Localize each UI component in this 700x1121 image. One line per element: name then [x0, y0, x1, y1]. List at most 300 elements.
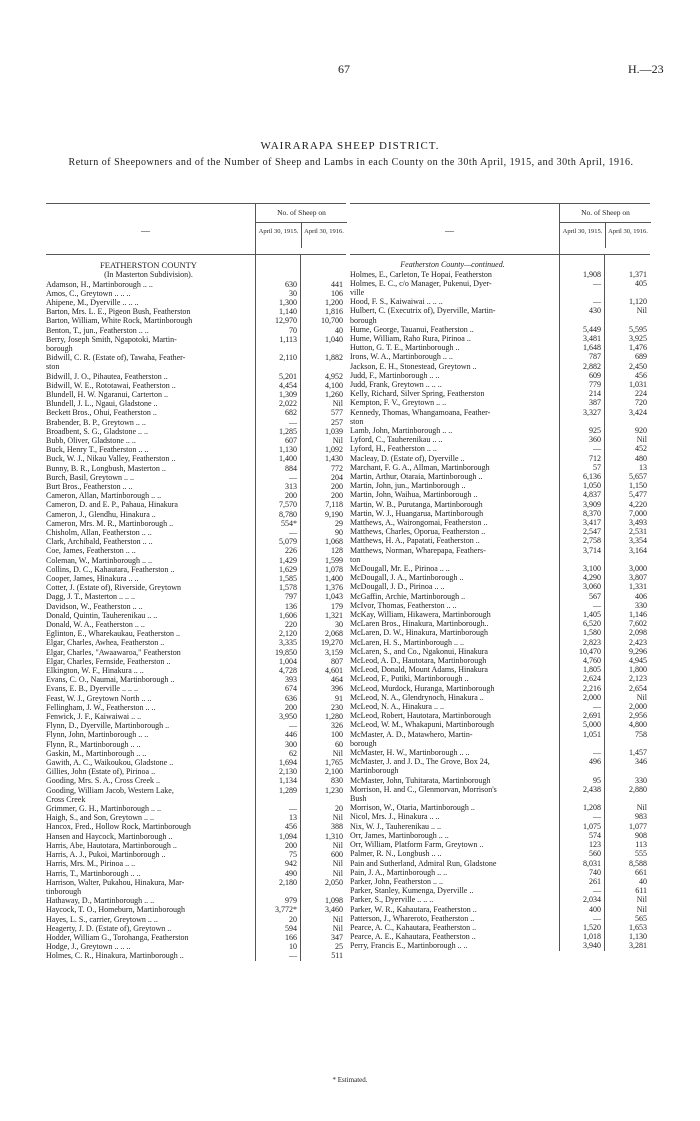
- table-row: [350, 785, 650, 794]
- table-row: [46, 537, 346, 546]
- sheep-1915: 1,606: [279, 610, 297, 620]
- owner-name: Orr, William, Platform Farm, Greytown ..: [350, 840, 484, 850]
- table-row: [350, 297, 650, 306]
- sheep-1915: 400: [589, 904, 601, 914]
- sheep-1916: 113: [635, 840, 647, 850]
- sheep-1915: 1,113: [279, 334, 297, 344]
- sheep-1915: 1,520: [583, 922, 601, 932]
- table-row: [46, 289, 346, 298]
- owner-name: Blundell, J. L., Ngaui, Gladstone ..: [46, 399, 158, 409]
- sheep-1916: 40: [335, 325, 343, 335]
- owner-name: Bidwill, C. R. (Estate of), Tawaha, Feather-: [46, 353, 186, 363]
- sheep-1915: 7,570: [279, 500, 297, 510]
- sheep-1916: 405: [635, 278, 647, 288]
- sheep-1916: [604, 794, 650, 803]
- sheep-1915: 360: [589, 435, 601, 445]
- table-row: [350, 592, 650, 601]
- sheep-1915: 1,694: [279, 758, 297, 768]
- table-row: [350, 895, 650, 904]
- county-continued-title: Featherston County—continued.: [400, 260, 505, 269]
- sheep-1916: 4,100: [325, 380, 343, 390]
- sheep-1916: Nil: [332, 914, 343, 924]
- sheep-1916: 7,000: [629, 508, 647, 518]
- sheep-1916: 4,952: [325, 371, 343, 381]
- owner-name: Hutton, G. T. E., Martinborough ..: [350, 343, 460, 353]
- table-row: [350, 923, 650, 932]
- sheep-1915: 609: [589, 370, 601, 380]
- sheep-1915: —: [593, 278, 601, 288]
- sheep-1916: [604, 316, 650, 325]
- table-row: [46, 878, 346, 887]
- table-row: [350, 463, 650, 472]
- sheep-1916: 1,882: [325, 353, 343, 363]
- sheep-1915: [255, 362, 300, 371]
- header-year-1915: April 30, 1915.: [562, 228, 603, 235]
- owner-name: Harrison, Walter, Pukahou, Hinakura, Mar-: [46, 877, 185, 887]
- owner-name: Broadbent, S. G., Gladstone .. ..: [46, 426, 148, 436]
- sheep-1915: 630: [285, 279, 297, 289]
- sheep-1916: 1,376: [325, 583, 343, 593]
- sheep-1916: 90: [335, 527, 343, 537]
- table-row: [46, 629, 346, 638]
- sheep-1915: 70: [289, 325, 297, 335]
- sheep-1916: 5,657: [629, 471, 647, 481]
- sheep-1915: 393: [285, 675, 297, 685]
- sheep-1916: 1,200: [325, 297, 343, 307]
- sheep-1915: —: [289, 472, 297, 482]
- sheep-1916: 4,601: [325, 666, 343, 676]
- table-row: [46, 307, 346, 316]
- owner-name: borough: [46, 343, 73, 353]
- owner-name: Cameron, Mrs. M. R., Martinborough ..: [46, 518, 174, 528]
- sheep-1916: 1,371: [629, 269, 647, 279]
- sheep-1916: 456: [635, 370, 647, 380]
- owner-name: Bunny, B. R., Longbush, Masterton ..: [46, 463, 166, 473]
- sheep-1915: 636: [285, 693, 297, 703]
- owner-name: McLaren, H. S., Martinborough .. ..: [350, 637, 464, 647]
- sheep-1915: 57: [593, 462, 601, 472]
- sheep-1916: 257: [331, 417, 343, 427]
- sheep-1916: 9,296: [629, 646, 647, 656]
- sheep-1916: 689: [635, 352, 647, 362]
- sheep-1915: 674: [285, 684, 297, 694]
- sheep-1915: 10: [289, 942, 297, 952]
- sheep-1915: 884: [285, 463, 297, 473]
- sheep-1915: 220: [285, 620, 297, 630]
- table-row: [350, 408, 650, 417]
- sheep-1915: 1,908: [583, 269, 601, 279]
- right-column-table: [350, 203, 650, 951]
- owner-name: Fenwick, J. F., Kaiwaiwai .. ..: [46, 712, 142, 722]
- table-row: [350, 352, 650, 361]
- owner-name: McDougall, Mr. E., Pirinoa .. ..: [350, 564, 450, 573]
- table-row: [350, 316, 650, 325]
- owner-name: Ahipene, M., Dyerville .. .. ..: [46, 297, 139, 307]
- sheep-1915: —: [593, 812, 601, 822]
- table-row: [350, 831, 650, 840]
- header-group-title: No. of Sheep on: [256, 204, 347, 223]
- owner-name: Bidwill, W. E., Rototawai, Featherston ..: [46, 380, 176, 390]
- table-row: [350, 693, 650, 702]
- sheep-1915: 446: [285, 730, 297, 740]
- sheep-1915: 4,760: [583, 656, 601, 666]
- sheep-1915: 682: [285, 408, 297, 418]
- owner-name: McLeod, F., Putiki, Martinborough ..: [350, 674, 469, 684]
- owner-name: Flynn, John, Martinborough .. ..: [46, 730, 149, 740]
- table-row: [46, 372, 346, 381]
- owner-name: Bush: [350, 794, 367, 804]
- table-row: [350, 638, 650, 647]
- sheep-1916: 230: [331, 702, 343, 712]
- table-row: [46, 528, 346, 537]
- owner-name: Donald, W. A., Featherston .. ..: [46, 620, 145, 630]
- owner-name: ston: [350, 416, 364, 426]
- sheep-1916: 2,423: [629, 637, 647, 647]
- owner-name: Morrison, W., Otaria, Martinborough ..: [350, 803, 475, 813]
- sheep-1916: 1,321: [325, 610, 343, 620]
- table-row: [46, 638, 346, 647]
- owner-name: McMaster, John, Tuhitarata, Martinborough: [350, 775, 491, 785]
- owner-name: McLaren, D. W., Hinakura, Martinborough: [350, 628, 488, 638]
- sheep-1915: —: [593, 600, 601, 610]
- owner-name: Cameron, Allan, Martinborough .. ..: [46, 491, 162, 501]
- sheep-1916: 1,078: [325, 564, 343, 574]
- table-row: [46, 390, 346, 399]
- sheep-1915: [559, 794, 604, 803]
- table-row: [350, 389, 650, 398]
- sheep-1915: [559, 316, 604, 325]
- owner-name: Patterson, J., Whareroto, Featherston ..: [350, 913, 475, 923]
- sheep-1915: 1,648: [583, 343, 601, 353]
- sheep-1916: 1,476: [629, 343, 647, 353]
- left-rows: [46, 255, 346, 961]
- sheep-1916: 772: [331, 463, 343, 473]
- sheep-1916: 1,310: [325, 831, 343, 841]
- header-year-1916: April 30, 1916.: [301, 222, 346, 248]
- table-row: [46, 859, 346, 868]
- sheep-1915: 2,823: [583, 637, 601, 647]
- sheep-1915: 1,134: [279, 776, 297, 786]
- table-row: [46, 427, 346, 436]
- table-row: [350, 564, 650, 573]
- owner-name: Matthews, H. A., Papatati, Featherston ..: [350, 536, 480, 546]
- owner-name: Macleay, D. (Estate of), Dyerville ..: [350, 453, 465, 463]
- page-reference: H.—23: [628, 62, 664, 76]
- sheep-1915: 942: [285, 859, 297, 869]
- sheep-1916: 464: [331, 675, 343, 685]
- table-row: [350, 454, 650, 463]
- table-row: [46, 694, 346, 703]
- owner-name: Martin, John, jun., Martinborough ..: [350, 481, 466, 491]
- sheep-1915: —: [593, 748, 601, 758]
- county-subtitle: (In Masterton Subdivision).: [104, 270, 193, 279]
- sheep-1916: 1,077: [629, 821, 647, 831]
- sheep-1915: 3,909: [583, 499, 601, 509]
- sheep-1916: 346: [635, 757, 647, 767]
- sheep-1915: 2,130: [279, 767, 297, 777]
- owner-name: Lyford, H., Featherston .. ..: [350, 444, 437, 454]
- sheep-1916: 1,040: [325, 334, 343, 344]
- owner-name: Collins, D. C., Kahautara, Featherston ..: [46, 564, 175, 574]
- sheep-1916: 1,043: [325, 592, 343, 602]
- sheep-1915: 2,034: [583, 895, 601, 905]
- owner-name: Nicol, Mrs. J., Hinakura .. ..: [350, 812, 440, 822]
- table-row: [46, 776, 346, 785]
- owner-name: Harris, A. J., Pukoi, Martinborough ..: [46, 850, 166, 860]
- table-row: [46, 353, 346, 362]
- owner-name: Nix, W. J., Tauherenikau .. ..: [350, 821, 442, 831]
- sheep-1916: 1,130: [629, 932, 647, 942]
- sheep-1915: 123: [589, 840, 601, 850]
- owner-name: Orr, James, Martinborough .. ..: [350, 830, 449, 840]
- table-row: [46, 896, 346, 905]
- sheep-1915: 594: [285, 923, 297, 933]
- table-row: [350, 527, 650, 536]
- owner-name: Harris, Abe, Hautotara, Martinborough ..: [46, 840, 177, 850]
- owner-name: Flynn, R., Martinborough .. ..: [46, 739, 141, 749]
- owner-name: ville: [350, 287, 365, 297]
- owner-name: Matthews, Norman, Wharepapa, Feathers-: [350, 545, 486, 555]
- table-row: [46, 381, 346, 390]
- owner-name: Fellingham, J. W., Featherston .. ..: [46, 702, 156, 712]
- owner-name: Gawith, A. C., Waikoukou, Gladstone ..: [46, 758, 174, 768]
- owner-name: Clark, Archibald, Featherston .. ..: [46, 537, 153, 547]
- sheep-1916: 29: [335, 518, 343, 528]
- sheep-1916: 5,595: [629, 324, 647, 334]
- sheep-1915: 740: [589, 867, 601, 877]
- table-row: [350, 812, 650, 821]
- sheep-1915: 712: [589, 453, 601, 463]
- sheep-1915: 2,110: [279, 353, 297, 363]
- table-row: [46, 335, 346, 344]
- owner-name: Barton, Mrs. L. E., Pigeon Bush, Featherston: [46, 307, 191, 317]
- sheep-1915: —: [593, 702, 601, 712]
- sheep-1915: [559, 766, 604, 775]
- sheep-1915: 3,100: [583, 564, 601, 573]
- left-column-table: [46, 203, 346, 961]
- table-row: [46, 887, 346, 896]
- sheep-1915: 1,289: [279, 785, 297, 795]
- owner-name: Martin, Arthur, Otaraia, Martinborough ..: [350, 471, 483, 481]
- sheep-1915: 166: [285, 932, 297, 942]
- table-row: [46, 675, 346, 684]
- sheep-1915: 4,454: [279, 380, 297, 390]
- table-row: [46, 703, 346, 712]
- sheep-1916: 330: [635, 600, 647, 610]
- document-title: WAIRARAPA SHEEP DISTRICT.: [260, 140, 440, 152]
- owner-name: Gooding, Mrs. S. A., Cross Creek ..: [46, 776, 161, 786]
- table-row: [350, 601, 650, 610]
- sheep-1915: 8,031: [583, 858, 601, 868]
- sheep-1916: 1,765: [325, 758, 343, 768]
- table-row: [350, 555, 650, 564]
- page-number: 67: [338, 62, 350, 76]
- table-row: [46, 767, 346, 776]
- sheep-1915: 200: [285, 702, 297, 712]
- sheep-1916: 2,654: [629, 683, 647, 693]
- sheep-1915: 2,547: [583, 527, 601, 537]
- sheep-1915: —: [593, 886, 601, 896]
- sheep-1916: 807: [331, 656, 343, 666]
- owner-name: McLeod, N. A., Glendrynoch, Hinakura ..: [350, 692, 484, 702]
- sheep-1916: Nil: [636, 803, 647, 813]
- table-row: [46, 344, 346, 353]
- sheep-1916: Nil: [332, 868, 343, 878]
- sheep-1915: 456: [285, 822, 297, 832]
- sheep-1915: 1,805: [583, 665, 601, 675]
- sheep-1915: 2,882: [583, 361, 601, 371]
- table-row: [350, 868, 650, 877]
- sheep-1916: 1,146: [629, 610, 647, 620]
- table-row: [46, 436, 346, 445]
- sheep-1915: 496: [589, 757, 601, 767]
- table-row: [350, 518, 650, 527]
- table-row: [350, 306, 650, 315]
- sheep-1915: 300: [285, 739, 297, 749]
- sheep-1916: 200: [331, 481, 343, 491]
- sheep-1916: 9,190: [325, 509, 343, 519]
- sheep-1915: 1,094: [279, 831, 297, 841]
- sheep-1915: 1,285: [279, 426, 297, 436]
- sheep-1915: 560: [589, 849, 601, 859]
- sheep-1916: 565: [635, 913, 647, 923]
- sheep-1916: 577: [331, 408, 343, 418]
- sheep-1915: [559, 739, 604, 748]
- sheep-1916: 7,118: [325, 500, 343, 510]
- owner-name: McLeod, Robert, Hautotara, Martinborough: [350, 711, 491, 721]
- sheep-1916: 511: [331, 951, 343, 961]
- sheep-1915: 1,405: [583, 610, 601, 620]
- owner-name: Parker, Stanley, Kumenga, Dyerville ..: [350, 886, 474, 896]
- sheep-1916: Nil: [636, 692, 647, 702]
- sheep-1916: 30: [335, 620, 343, 630]
- sheep-1915: 1,130: [279, 445, 297, 455]
- owner-name: Harris, T., Martinborough .. ..: [46, 868, 141, 878]
- owner-name: Cameron, J., Glendhu, Hinakura ..: [46, 509, 156, 519]
- sheep-1915: 6,520: [583, 619, 601, 629]
- table-row: [46, 298, 346, 307]
- table-row: [350, 509, 650, 518]
- sheep-1916: 1,092: [325, 445, 343, 455]
- sheep-1915: 2,691: [583, 711, 601, 721]
- table-row: [46, 362, 346, 371]
- owner-name: Irons, W. A., Martinborough .. ..: [350, 352, 453, 362]
- owner-name: Cotter, J. (Estate of), Riverside, Greytown: [46, 583, 181, 593]
- table-row: [350, 426, 650, 435]
- sheep-1915: 779: [589, 379, 601, 389]
- table-row: [350, 279, 650, 288]
- sheep-1916: 204: [331, 472, 343, 482]
- sheep-1915: 200: [285, 840, 297, 850]
- sheep-1915: 1,004: [279, 656, 297, 666]
- sheep-1916: 3,460: [325, 905, 343, 915]
- table-row: [46, 574, 346, 583]
- sheep-1915: 1,018: [583, 932, 601, 942]
- owner-name: Cameron, D. and E. P., Pahaua, Hinakura: [46, 500, 178, 510]
- table-row: [46, 721, 346, 730]
- sheep-1915: 2,438: [583, 784, 601, 794]
- table-row: [350, 573, 650, 582]
- owner-name: Holmes, E. C., c/o Manager, Pukenui, Dyer-: [350, 278, 492, 288]
- sheep-1915: 2,216: [583, 683, 601, 693]
- table-row: [46, 813, 346, 822]
- sheep-1916: Nil: [636, 435, 647, 445]
- sheep-1916: 555: [635, 849, 647, 859]
- sheep-1915: 8,780: [279, 509, 297, 519]
- sheep-1916: 758: [635, 729, 647, 739]
- sheep-1916: 100: [331, 730, 343, 740]
- owner-name: Buck, W. J., Nikau Valley, Featherston ..: [46, 454, 176, 464]
- table-row: [350, 444, 650, 453]
- sheep-1916: 20: [335, 804, 343, 814]
- table-row: [46, 464, 346, 473]
- sheep-1916: Nil: [332, 399, 343, 409]
- sheep-1915: 4,728: [279, 666, 297, 676]
- owner-name: Hulbert, C. (Executrix of), Dyerville, Martin-: [350, 306, 496, 316]
- header-group: [255, 204, 347, 254]
- sheep-1915: 95: [593, 775, 601, 785]
- sheep-1916: Nil: [332, 840, 343, 850]
- table-row: [46, 804, 346, 813]
- table-row: [46, 473, 346, 482]
- table-row: [46, 583, 346, 592]
- sheep-1916: 10,700: [321, 316, 343, 326]
- owner-name: Matthews, Charles, Oporua, Featherston ..: [350, 527, 486, 537]
- table-row: [350, 628, 650, 637]
- sheep-1915: 797: [285, 592, 297, 602]
- table-row: [350, 536, 650, 545]
- sheep-1916: Nil: [332, 859, 343, 869]
- sheep-1916: 179: [331, 601, 343, 611]
- sheep-1915: 5,000: [583, 720, 601, 730]
- sheep-1916: 388: [331, 822, 343, 832]
- sheep-1915: [255, 344, 300, 353]
- table-row: [350, 794, 650, 803]
- sheep-1915: —: [289, 527, 297, 537]
- sheep-1915: 3,940: [583, 941, 601, 951]
- owner-name: Cooper, James, Hinakura .. ..: [46, 574, 139, 583]
- sheep-1916: Nil: [636, 895, 647, 905]
- owner-name: Heagerty, J. D. (Estate of), Greytown ..: [46, 923, 172, 933]
- sheep-1916: 2,123: [629, 674, 647, 684]
- sheep-1916: [604, 555, 650, 564]
- owner-name: Donald, Quintin, Tauherenikau .. ..: [46, 610, 158, 620]
- table-row: [350, 500, 650, 509]
- owner-name: McMaster, A. D., Matawhero, Martin-: [350, 729, 473, 739]
- table-row: [46, 942, 346, 951]
- header-group-title: No. of Sheep on: [560, 204, 651, 223]
- owner-name: Pain, J. A., Martinborough .. ..: [350, 867, 448, 877]
- sheep-1915: 3,772*: [275, 905, 297, 915]
- sheep-1915: 6,136: [583, 471, 601, 481]
- sheep-1916: 330: [635, 775, 647, 785]
- table-row: [46, 648, 346, 657]
- table-row: [350, 711, 650, 720]
- table-row: [350, 932, 650, 941]
- header-group: [559, 204, 651, 254]
- document-subtitle: Return of Sheepowners and of the Number of Sheep and Lambs in each County on the 30th April, 1915, and 30th April, 1916.: [68, 157, 634, 168]
- table-row: [350, 766, 650, 775]
- header-year-1916: April 30, 1916.: [605, 222, 650, 248]
- owner-name: Berry, Joseph Smith, Ngapotoki, Martin-: [46, 334, 177, 344]
- sheep-1916: 1,599: [325, 555, 343, 565]
- table-row: [46, 822, 346, 831]
- table-row: [46, 924, 346, 933]
- sheep-1915: 200: [285, 491, 297, 501]
- sheep-1915: [255, 795, 300, 804]
- sheep-1916: 3,159: [325, 647, 343, 657]
- owner-name: Holmes, C. R., Hinakura, Martinborough ..: [46, 951, 184, 961]
